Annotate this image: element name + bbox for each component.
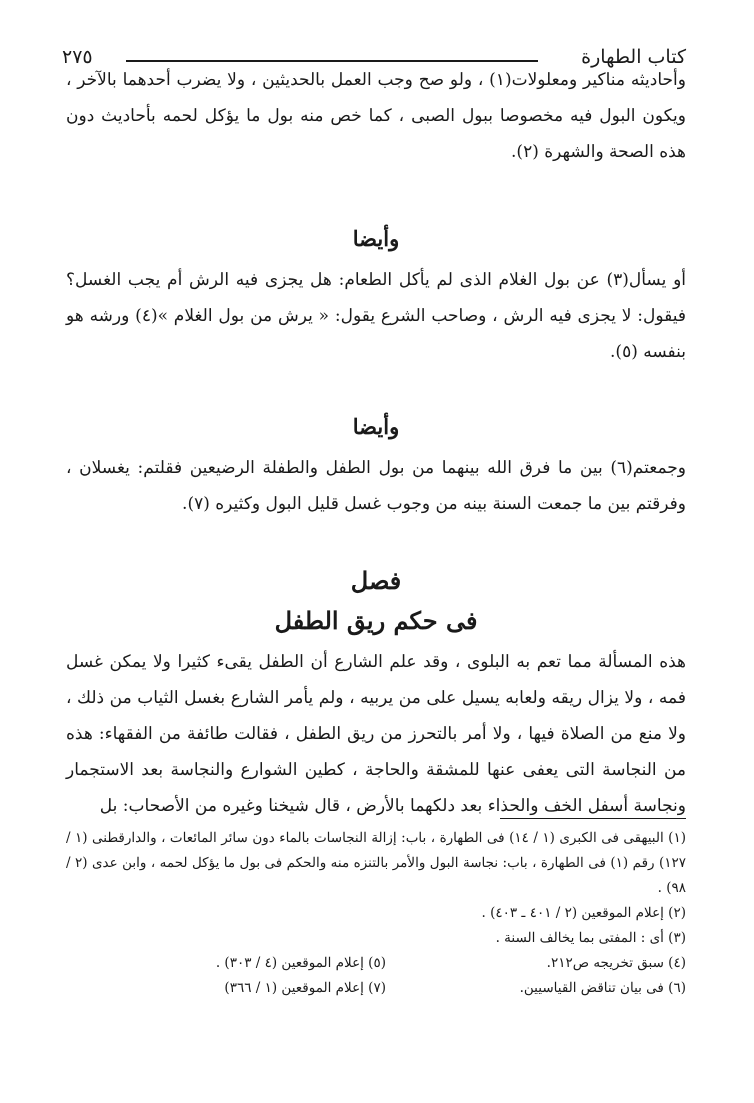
footnotes (66, 826, 686, 1001)
footnote-3: (٣) أى : المفتى بما يخالف السنة . (495, 930, 686, 946)
section-1-heading: وأيضا (352, 226, 400, 251)
paragraph-1: وأحاديثه مناكير ومعلولات(١) ، ولو صح وجب العمل بالحديثين ، ولا يضرب أحدهما بالآخر ، ويكون البول فيه مخصوصا ببول الصبى ، كما خص منه بول ما يؤكل لحمه بأحاديث دون هذه الصحة والشهرة (٢). (66, 70, 686, 162)
section-1-text: أو يسأل(٣) عن بول الغلام الذى لم يأكل الطعام: هل يجزى فيه الرش أم يجب الغسل؟ فيقول: لا يجزى فيه الرش ، وصاحب الشرع يقول: « يرش من بول الغلام »(٤) ورشه هو بنفسه (٥). (66, 270, 686, 362)
chapter-title: فصل (350, 566, 402, 595)
page-number: ٢٧٥ (62, 46, 93, 68)
footnote-1: (١) البيهقى فى الكبرى (١ / ١٤) فى الطهارة ، باب: إزالة النجاسات بالماء دون سائر المائعات ، والدارقطنى (١ / ١٢٧) رقم (١) فى الطهارة ، باب: نجاسة البول والأمر بالتنزه منه والحكم فى بول ما يؤكل لحمه ، وابن عدى (٢ / ٩٨) . (66, 830, 687, 896)
section-2-text: وجمعتم(٦) بين ما فرق الله بينهما من بول الطفل والطفلة الرضيعين فقلتم: يغسلان ، وفرقتم بين ما جمعت السنة بينه من وجوب غسل قليل البول وكثيره (٧). (66, 458, 686, 514)
footnote-2: (٢) إعلام الموقعين (٢ / ٤٠١ ـ ٤٠٣) . (481, 905, 686, 921)
footnote-separator (500, 818, 686, 819)
footnote-5: (٥) إعلام الموقعين (٤ / ٣٠٣) . (215, 955, 386, 971)
chapter-subtitle: فى حكم ريق الطفل (274, 606, 478, 635)
footnote-6: (٦) فى بيان تناقض القياسيين. (519, 980, 686, 996)
running-title: كتاب الطهارة (581, 46, 686, 68)
footnote-row (66, 976, 686, 1001)
footnote-7: (٧) إعلام الموقعين (١ / ٣٦٦) (224, 980, 386, 996)
footnote-row (66, 951, 686, 976)
section-2-heading: وأيضا (352, 414, 400, 439)
chapter-text: هذه المسألة مما تعم به البلوى ، وقد علم الشارع أن الطفل يقىء كثيرا ولا يمكن غسل فمه ، ولا يزال ريقه ولعابه يسيل على من يربيه ، ولم يأمر الشارع بغسل الثياب من ذلك ، ولا منع من الصلاة فيها ، ولا أمر بالتحرز من ريق الطفل ، فقالت طائفة من الفقهاء: هذه من النجاسة التى يعفى عنها للمشقة والحاجة ، كطين الشوارع والنجاسة بعد الاستجمار ونجاسة أسفل الخف والحذاء بعد دلكهما بالأرض ، قال شيخنا وغيره من الأصحاب: بل (66, 652, 686, 816)
footnote-4: (٤) سبق تخريجه ص٢١٢. (546, 955, 686, 971)
